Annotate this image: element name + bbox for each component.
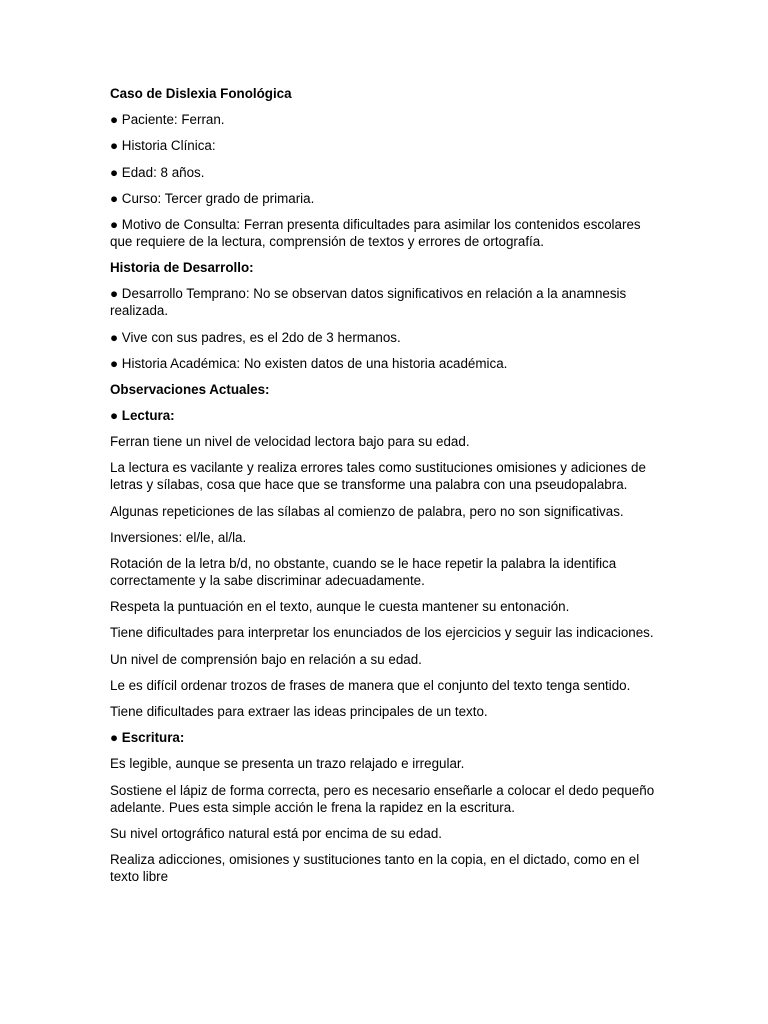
reading-observation: Un nivel de comprensión bajo en relación a su edad. [110, 651, 422, 667]
writing-observation: Es legible, aunque se presenta un trazo relajado e irregular. [110, 756, 465, 772]
writing-observation: Realiza adicciones, omisiones y sustituciones tanto en la copia, en el dictado, como en el texto libre [110, 851, 640, 884]
development-heading: Historia de Desarrollo: [110, 260, 254, 276]
reading-observation: Inversiones: el/le, al/la. [110, 529, 247, 545]
patient-age: ● Edad: 8 años. [110, 164, 205, 180]
reading-observation: Tiene dificultades para extraer las ideas principales de un texto. [110, 703, 488, 719]
reading-heading: ● Lectura: [110, 408, 175, 424]
writing-observation: Sostiene el lápiz de forma correcta, pero es necesario enseñarle a colocar el dedo pequeño adelante. Pues esta simple acción le frena la rapidez en la escritura. [110, 782, 655, 815]
consultation-reason: ● Motivo de Consulta: Ferran presenta dificultades para asimilar los contenidos escolares que requiere de la lectura, comprensión de textos y errores de ortografía. [110, 216, 641, 249]
writing-observation: Su nivel ortográfico natural está por encima de su edad. [110, 825, 442, 841]
early-development: ● Desarrollo Temprano: No se observan datos significativos en relación a la anamnesis realizada. [110, 286, 627, 319]
reading-observation: La lectura es vacilante y realiza errores tales como sustituciones omisiones y adiciones de letras y sílabas, cosa que hace que se transforme una palabra con una pseudopalabra. [110, 460, 646, 493]
reading-observation: Rotación de la letra b/d, no obstante, cuando se le hace repetir la palabra la identifica correctamente y la sabe discriminar adecuadamente. [110, 556, 617, 588]
reading-observation: Tiene dificultades para interpretar los enunciados de los ejercicios y seguir las indicaciones. [110, 625, 654, 641]
clinical-history: ● Historia Clínica: [110, 138, 216, 154]
school-grade: ● Curso: Tercer grado de primaria. [110, 190, 315, 206]
document-title: Caso de Dislexia Fonológica [110, 86, 292, 101]
academic-history: ● Historia Académica: No existen datos de una historia académica. [110, 355, 508, 371]
reading-observation: Le es difícil ordenar trozos de frases de manera que el conjunto del texto tenga sentido. [110, 677, 631, 693]
writing-heading: ● Escritura: [110, 730, 185, 746]
reading-observation: Algunas repeticiones de las sílabas al comienzo de palabra, pero no son significativas. [110, 503, 624, 519]
observations-heading: Observaciones Actuales: [110, 381, 270, 397]
reading-observation: Respeta la puntuación en el texto, aunque le cuesta mantener su entonación. [110, 599, 570, 615]
reading-observation: Ferran tiene un nivel de velocidad lectora bajo para su edad. [110, 434, 470, 450]
patient-name: ● Paciente: Ferran. [110, 112, 225, 128]
family-info: ● Vive con sus padres, es el 2do de 3 hermanos. [110, 329, 401, 345]
document-page [110, 85, 662, 894]
